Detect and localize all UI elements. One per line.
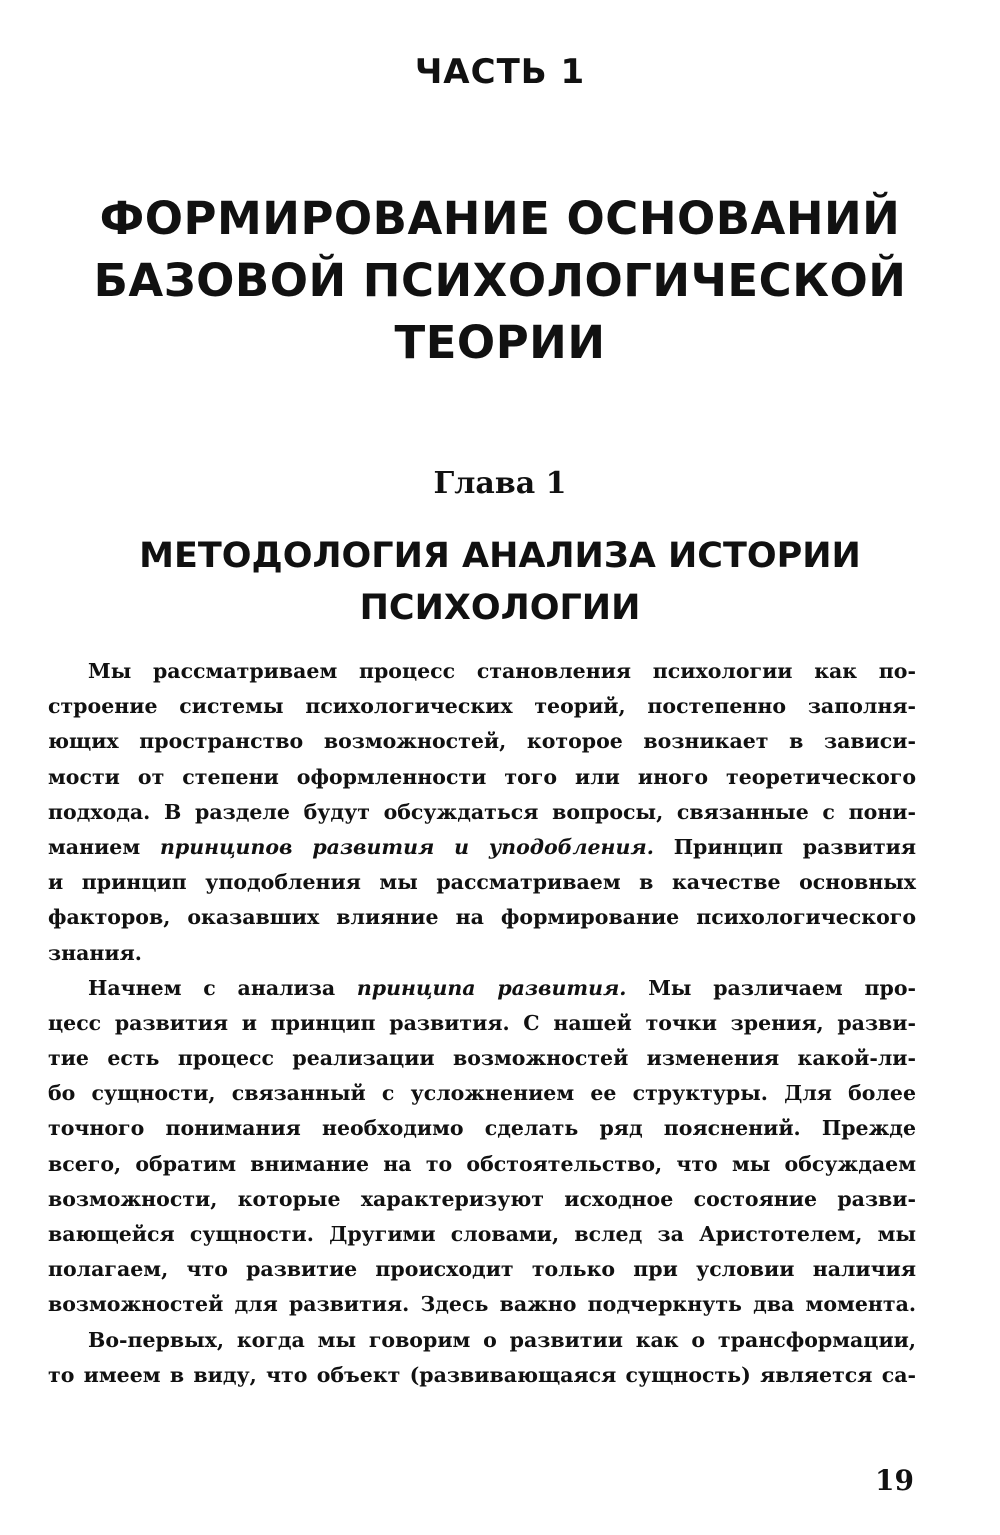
text-line: бо сущности, связанный с усложнением ее структуры. Для более bbox=[48, 1081, 916, 1106]
text-line: ющих пространство возможностей, которое возникает в зависи- bbox=[48, 729, 916, 754]
chapter-title-line: ПСИХОЛОГИИ bbox=[359, 588, 641, 628]
text-fragment: Принцип развития bbox=[653, 834, 916, 859]
text-line: то имеем в виду, что объект (развивающаяся сущность) является са- bbox=[48, 1362, 916, 1387]
text-line: Во-первых, когда мы говорим о развитии как о трансформации, bbox=[88, 1327, 916, 1352]
text-line bbox=[48, 830, 916, 865]
text-fragment: Мы различаем про- bbox=[626, 975, 917, 1000]
text-line: возможности, которые характеризуют исходное состояние разви- bbox=[48, 1186, 916, 1211]
text-line: вающейся сущности. Другими словами, вслед за Аристотелем, мы bbox=[48, 1222, 916, 1246]
page-number: 19 bbox=[875, 1464, 914, 1497]
text-line: тие есть процесс реализации возможностей изменения какой-ли- bbox=[48, 1046, 916, 1071]
text-line: знания. bbox=[48, 940, 142, 965]
text-line: цесс развития и принцип развития. С нашей точки зрения, разви- bbox=[48, 1010, 916, 1035]
chapter-title-line: МЕТОДОЛОГИЯ АНАЛИЗА ИСТОРИИ bbox=[139, 536, 861, 576]
chapter-label: Глава 1 bbox=[433, 466, 567, 501]
text-line: подхода. В разделе будут обсуждаться вопросы, связанные с пони- bbox=[48, 799, 916, 824]
part-title-line: БАЗОВОЙ ПСИХОЛОГИЧЕСКОЙ bbox=[93, 254, 907, 307]
part-label: ЧАСТЬ 1 bbox=[414, 52, 586, 92]
text-line: и принцип уподобления мы рассматриваем в качестве основных bbox=[48, 870, 916, 895]
text-fragment: Начнем с анализа bbox=[88, 975, 357, 1000]
text-line: строение системы психологических теорий, постепенно заполня- bbox=[48, 694, 916, 719]
chapter-title bbox=[40, 530, 960, 634]
part-title-line: ТЕОРИИ bbox=[394, 316, 606, 369]
text-line: Мы рассматриваем процесс становления психологии как по- bbox=[88, 659, 916, 683]
text-fragment: манием bbox=[48, 834, 160, 859]
part-title-line: ФОРМИРОВАНИЕ ОСНОВАНИЙ bbox=[99, 192, 901, 245]
emphasis-text: принципов развития и уподобления. bbox=[160, 834, 654, 859]
text-line: всего, обратим внимание на то обстоятельство, что мы обсуждаем bbox=[48, 1151, 916, 1176]
text-line: точного понимания необходимо сделать ряд пояснений. Прежде bbox=[48, 1116, 916, 1141]
text-line: факторов, оказавших влияние на формирование психологического bbox=[48, 905, 916, 930]
emphasis-text: принципа развития. bbox=[356, 975, 627, 1000]
text-line: возможностей для развития. Здесь важно подчеркнуть два момента. bbox=[48, 1292, 916, 1317]
body-text bbox=[48, 654, 916, 1393]
text-line: мости от степени оформленности того или иного теоретического bbox=[48, 764, 916, 789]
text-line: полагаем, что развитие происходит только при условии наличия bbox=[48, 1257, 916, 1282]
part-title bbox=[40, 188, 960, 374]
text-line bbox=[48, 971, 916, 1006]
